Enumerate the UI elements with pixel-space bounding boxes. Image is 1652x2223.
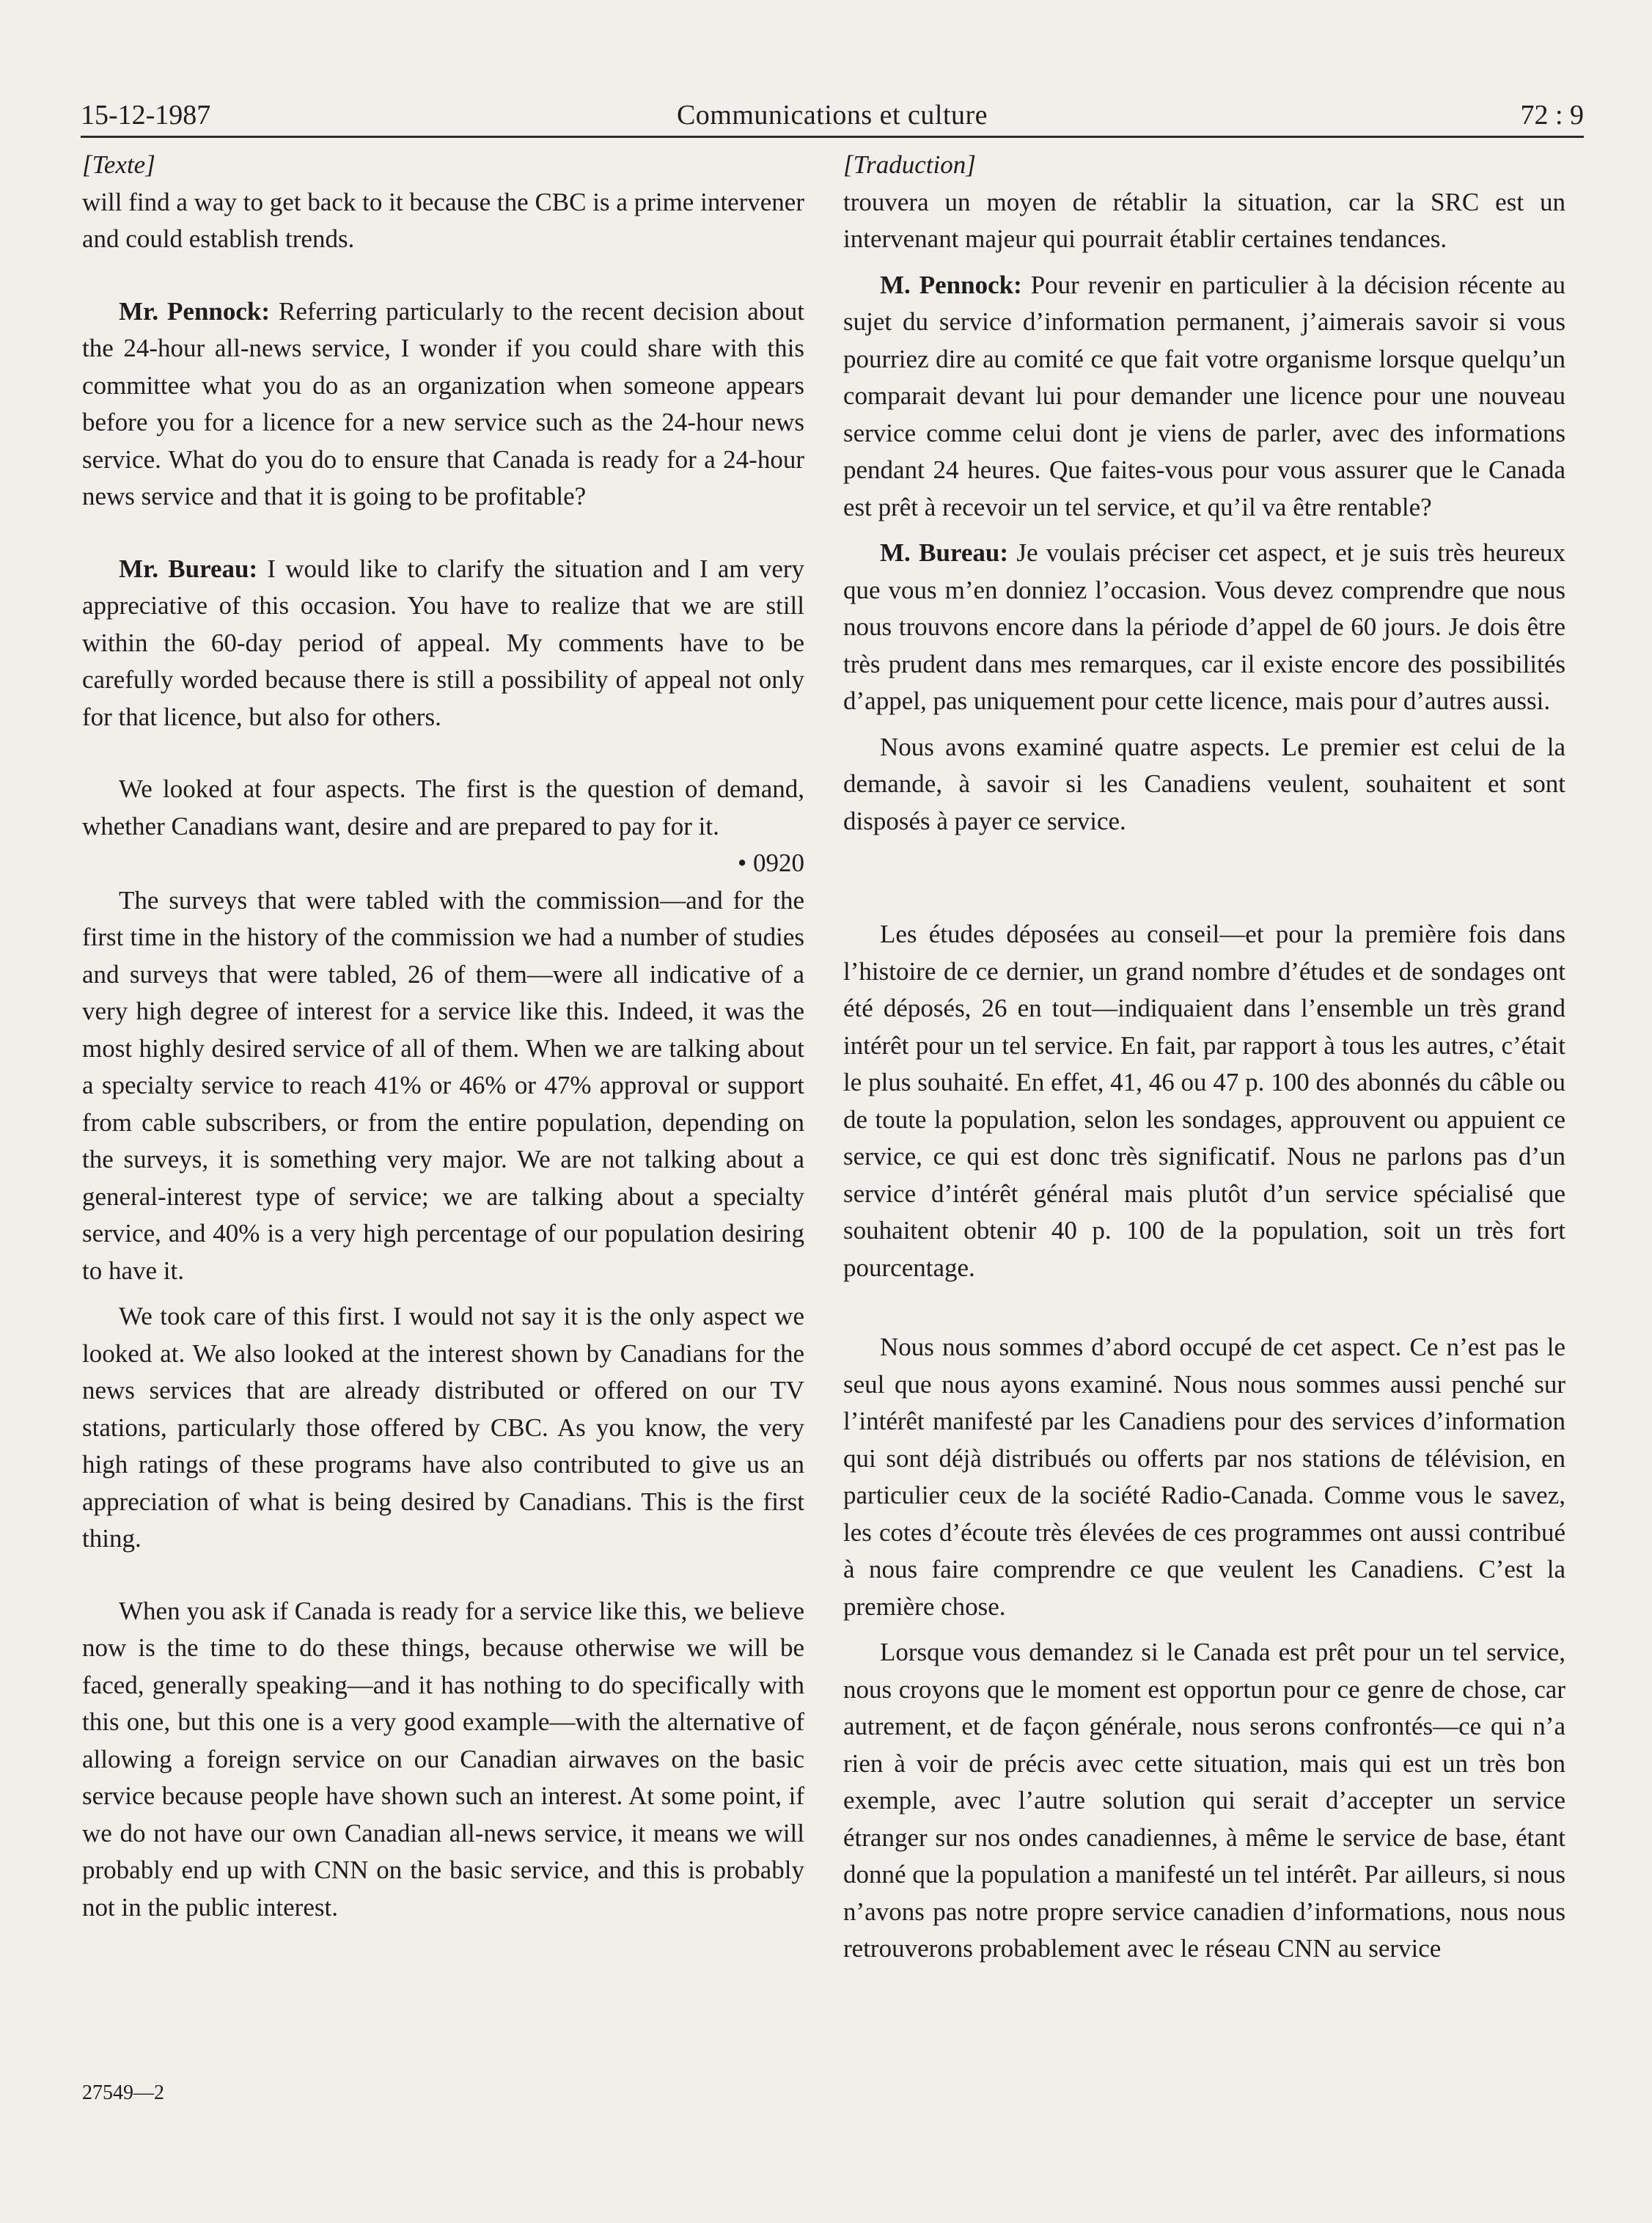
language-tag: [Traduction] xyxy=(843,150,976,179)
paragraph: trouvera un moyen de rétablir la situation, car la SRC est un intervenant majeur qui pourrait établir certaines tendances. xyxy=(843,187,1565,253)
header-title: Communications et culture xyxy=(676,100,988,131)
paragraph: We took care of this first. I would not say it is the only aspect we looked at. We also looked at the interest shown by Canadians for the news services that are already distributed or offered on our TV stations, particularly those offered by CBC. As you know, the very high ratings of these programs have also contributed to give us an appreciation of what is being desired by Canadians. This is the first thing. xyxy=(82,1302,804,1553)
paragraph xyxy=(82,551,804,736)
paragraph: Les études déposées au conseil—et pour la première fois dans l’histoire de ce dernier, un grand nombre d’études et de sondages ont été déposés, 26 en tout—indiquaient dans l’ensemble un très grand intérêt pour un tel service. En fait, par rapport à tous les autres, c’était le plus souhaité. En effet, 41, 46 ou 47 p. 100 des abonnés du câble ou de toute la population, selon les sondages, approuvent ou appuient ce service, ce qui est donc très significatif. Nous ne parlons pas d’un service d’intérêt général mais plutôt d’un service spécialisé que souhaitent obtenir 40 p. 100 de la population, soit un très fort pourcentage. xyxy=(843,920,1565,1282)
language-tag: [Texte] xyxy=(82,150,155,179)
paragraph xyxy=(82,293,804,516)
speaker-name: M. Bureau: xyxy=(880,538,1009,567)
speaker-name: Mr. Pennock: xyxy=(119,296,271,326)
paragraph: We looked at four aspects. The first is the question of demand, whether Canadians want, desire and are prepared to pay for it. xyxy=(82,774,804,841)
paragraph xyxy=(843,267,1565,527)
paragraph xyxy=(843,535,1565,720)
speaker-name: Mr. Bureau: xyxy=(119,554,258,583)
speech-text: Pour revenir en particulier à la décision récente au sujet du service d’information permanent, j’aimerais savoir si vous pourriez dire au comité ce que fait votre organisme lorsque quelqu’un comparait devant lui pour demander une licence pour une nouveau service comme celui dont je viens de parler, avec des informations pendant 24 heures. Que faites-vous pour vous assurer que le Canada est prêt à recevoir un tel service, et qu’il va être rentable? xyxy=(843,270,1565,521)
paragraph: Nous nous sommes d’abord occupé de cet aspect. Ce n’est pas le seul que nous ayons examiné. Nous nous sommes aussi penché sur l’intérêt manifesté par les Canadiens pour des services d’information qui sont déjà distribués ou offerts par nos stations de télévision, en particulier ceux de la société Radio-Canada. Comme vous le savez, les cotes d’écoute très élevées de ces programmes ont aussi contribué à nous faire comprendre ce que veulent les Canadiens. C’est la première chose. xyxy=(843,1333,1565,1621)
paragraph: will find a way to get back to it because the CBC is a prime intervener and could establish trends. xyxy=(82,187,804,253)
header-page-number: 72 : 9 xyxy=(1520,100,1584,131)
english-column xyxy=(82,147,804,1926)
speech-text: Referring particularly to the recent decision about the 24-hour all-news service, I wonder if you could share with this committee what you do as an organization when someone appears before you for a licence for a new service such as the 24-hour news service. What do you do to ensure that Canada is ready for a 24-hour news service and that it is going to be profitable? xyxy=(82,296,804,510)
header-date: 15-12-1987 xyxy=(81,100,211,131)
paragraph: When you ask if Canada is ready for a service like this, we believe now is the time to do these things, because otherwise we will be faced, generally speaking—and it has nothing to do specifically with this one, but this one is a very good example—with the alternative of allowing a foreign service on our Canadian airwaves on the basic service because people have shown such an interest. At some point, if we do not have our own Canadian all-news service, it means we will probably end up with CNN on the basic service, and this is probably not in the public interest. xyxy=(82,1596,804,1922)
time-marker: • 0920 xyxy=(737,849,804,877)
paragraph: Nous avons examiné quatre aspects. Le premier est celui de la demande, à savoir si les Canadiens veulent, souhaitent et sont disposés à payer ce service. xyxy=(843,732,1565,835)
paragraph: The surveys that were tabled with the commission—and for the first time in the history of the commission we had a number of studies and surveys that were tabled, 26 of them—were all indicative of a very high degree of interest for a service like this. Indeed, it was the most highly desired service of all of them. When we are talking about a specialty service to reach 41% or 46% or 47% approval or support from cable subscribers, or from the entire population, depending on the surveys, it is something very major. We are not talking about a general-interest type of service; we are talking about a specialty service, and 40% is a very high percentage of our population desiring to have it. xyxy=(82,885,804,1285)
french-column xyxy=(843,147,1565,1968)
speech-text: Je voulais préciser cet aspect, et je suis très heureux que vous m’en donniez l’occasion. Vous devez comprendre que nous nous trouvons encore dans la période d’appel de 60 jours. Je dois être très prudent dans mes remarques, car il existe encore des possibilités d’appel, pas uniquement pour cette licence, mais pour d’autres aussi. xyxy=(843,538,1565,715)
speech-text: I would like to clarify the situation and I am very appreciative of this occasion. You have to realize that we are still within the 60-day period of appeal. My comments have to be carefully worded because there is still a possibility of appeal not only for that licence, but also for others. xyxy=(82,554,805,731)
speaker-name: M. Pennock: xyxy=(880,270,1022,299)
paragraph: Lorsque vous demandez si le Canada est prêt pour un tel service, nous croyons que le moment est opportun pour ce genre de chose, car autrement, et de façon générale, nous serons confrontés—ce qui n’a rien à voir de précis avec cette situation, mais qui est un très bon exemple, avec l’autre solution qui serait d’accepter un service étranger sur nos ondes canadiennes, à même le service de base, étant donné que la population a manifesté un tel intérêt. Par ailleurs, si nous n’avons pas notre propre service canadien d’informations, nous nous retrouverons probablement avec le réseau CNN au service xyxy=(843,1638,1565,1963)
page-header xyxy=(81,84,1584,138)
footer-code: 27549—2 xyxy=(82,2081,164,2104)
